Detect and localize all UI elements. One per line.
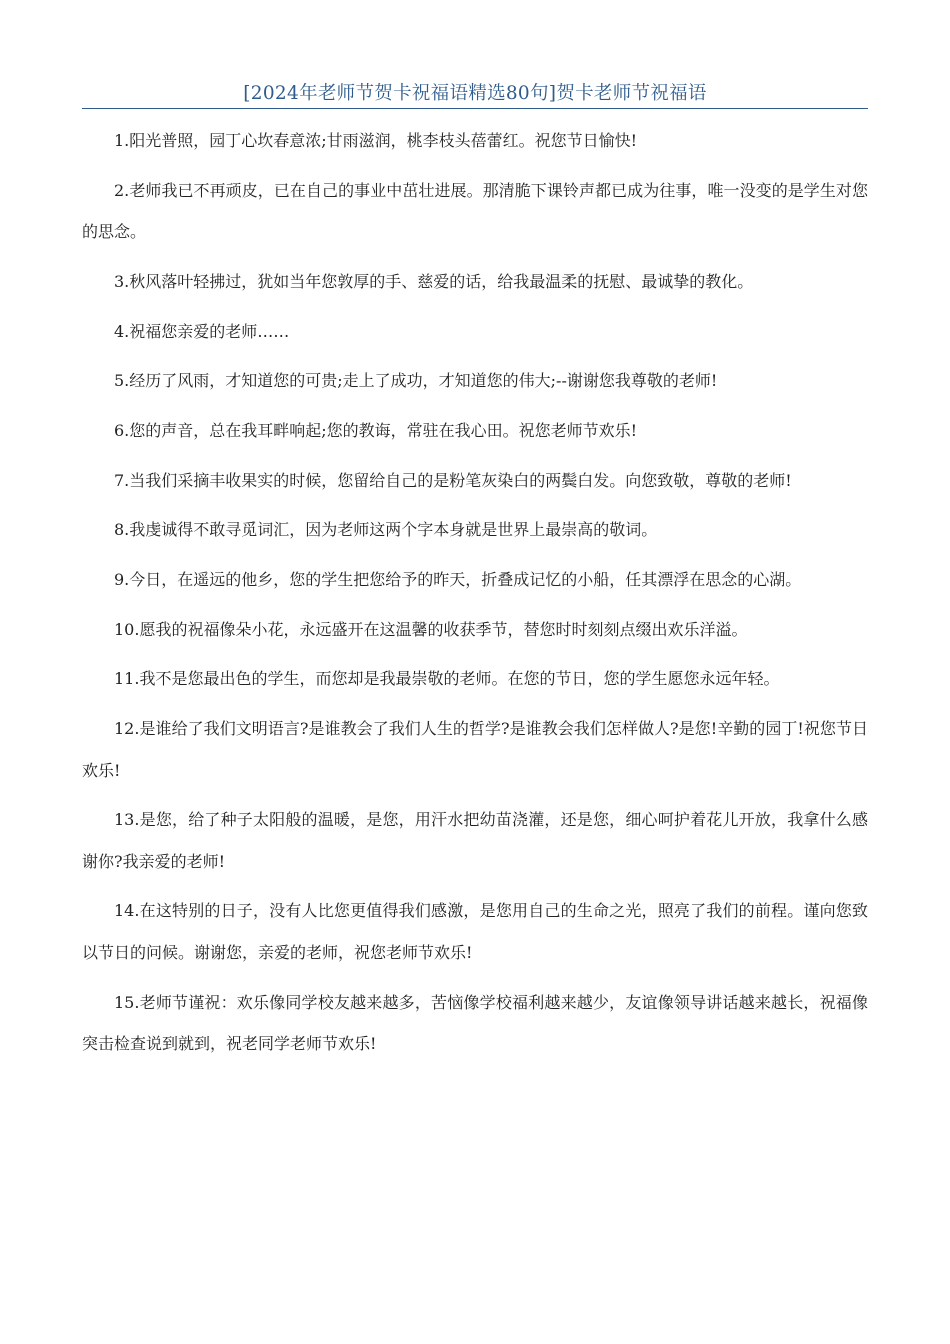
paragraph-7: 7.当我们采摘丰收果实的时候，您留给自己的是粉笔灰染白的两鬓白发。向您致敬，尊敬的老师! bbox=[114, 470, 792, 490]
paragraph-12: 12.是谁给了我们文明语言?是谁教会了我们人生的哲学?是谁教会我们怎样做人?是您!辛勤的园丁!祝您节日欢乐! bbox=[82, 719, 868, 780]
paragraph-5: 5.经历了风雨，才知道您的可贵;走上了成功，才知道您的伟大;--谢谢您我尊敬的老师! bbox=[114, 371, 718, 391]
paragraph-3: 3.秋风落叶轻拂过，犹如当年您敦厚的手、慈爱的话，给我最温柔的抚慰、最诚挚的教化。 bbox=[114, 271, 754, 291]
document-header bbox=[82, 80, 868, 109]
paragraph-11: 11.我不是您最出色的学生，而您却是我最崇敬的老师。在您的节日，您的学生愿您永远年轻。 bbox=[114, 669, 780, 689]
paragraph-9: 9.今日，在遥远的他乡，您的学生把您给予的昨天，折叠成记忆的小船，任其漂浮在思念的心湖。 bbox=[114, 570, 802, 589]
paragraph-1: 1.阳光普照，园丁心坎春意浓;甘雨滋润，桃李枝头蓓蕾红。祝您节日愉快! bbox=[114, 131, 638, 150]
paragraph-10: 10.愿我的祝福像朵小花，永远盛开在这温馨的收获季节，替您时时刻刻点缀出欢乐洋溢。 bbox=[114, 619, 748, 639]
paragraph-8: 8.我虔诚得不敢寻觅词汇，因为老师这两个字本身就是世界上最崇高的敬词。 bbox=[114, 520, 658, 540]
document-title: [2024年老师节贺卡祝福语精选80句]贺卡老师节祝福语 bbox=[243, 83, 707, 104]
paragraph-2: 2.老师我已不再顽皮，已在自己的事业中茁壮进展。那清脆下课铃声都已成为往事，唯一没变的是学生对您的思念。 bbox=[82, 180, 868, 242]
paragraph-14: 14.在这特别的日子，没有人比您更值得我们感激，是您用自己的生命之光，照亮了我们的前程。谨向您致以节日的问候。谢谢您，亲爱的老师，祝您老师节欢乐! bbox=[82, 901, 868, 962]
paragraph-6: 6.您的声音，总在我耳畔响起;您的教诲，常驻在我心田。祝您老师节欢乐! bbox=[114, 420, 638, 440]
paragraph-13: 13.是您，给了种子太阳般的温暖，是您，用汗水把幼苗浇灌，还是您，细心呵护着花儿开放，我拿什么感谢你?我亲爱的老师! bbox=[82, 810, 868, 871]
document-body bbox=[82, 120, 868, 1073]
paragraph-4: 4.祝福您亲爱的老师…… bbox=[114, 321, 290, 341]
paragraph-15: 15.老师节谨祝：欢乐像同学校友越来越多，苦恼像学校福利越来越少，友谊像领导讲话越来越长，祝福像突击检查说到就到，祝老同学老师节欢乐! bbox=[82, 992, 868, 1054]
